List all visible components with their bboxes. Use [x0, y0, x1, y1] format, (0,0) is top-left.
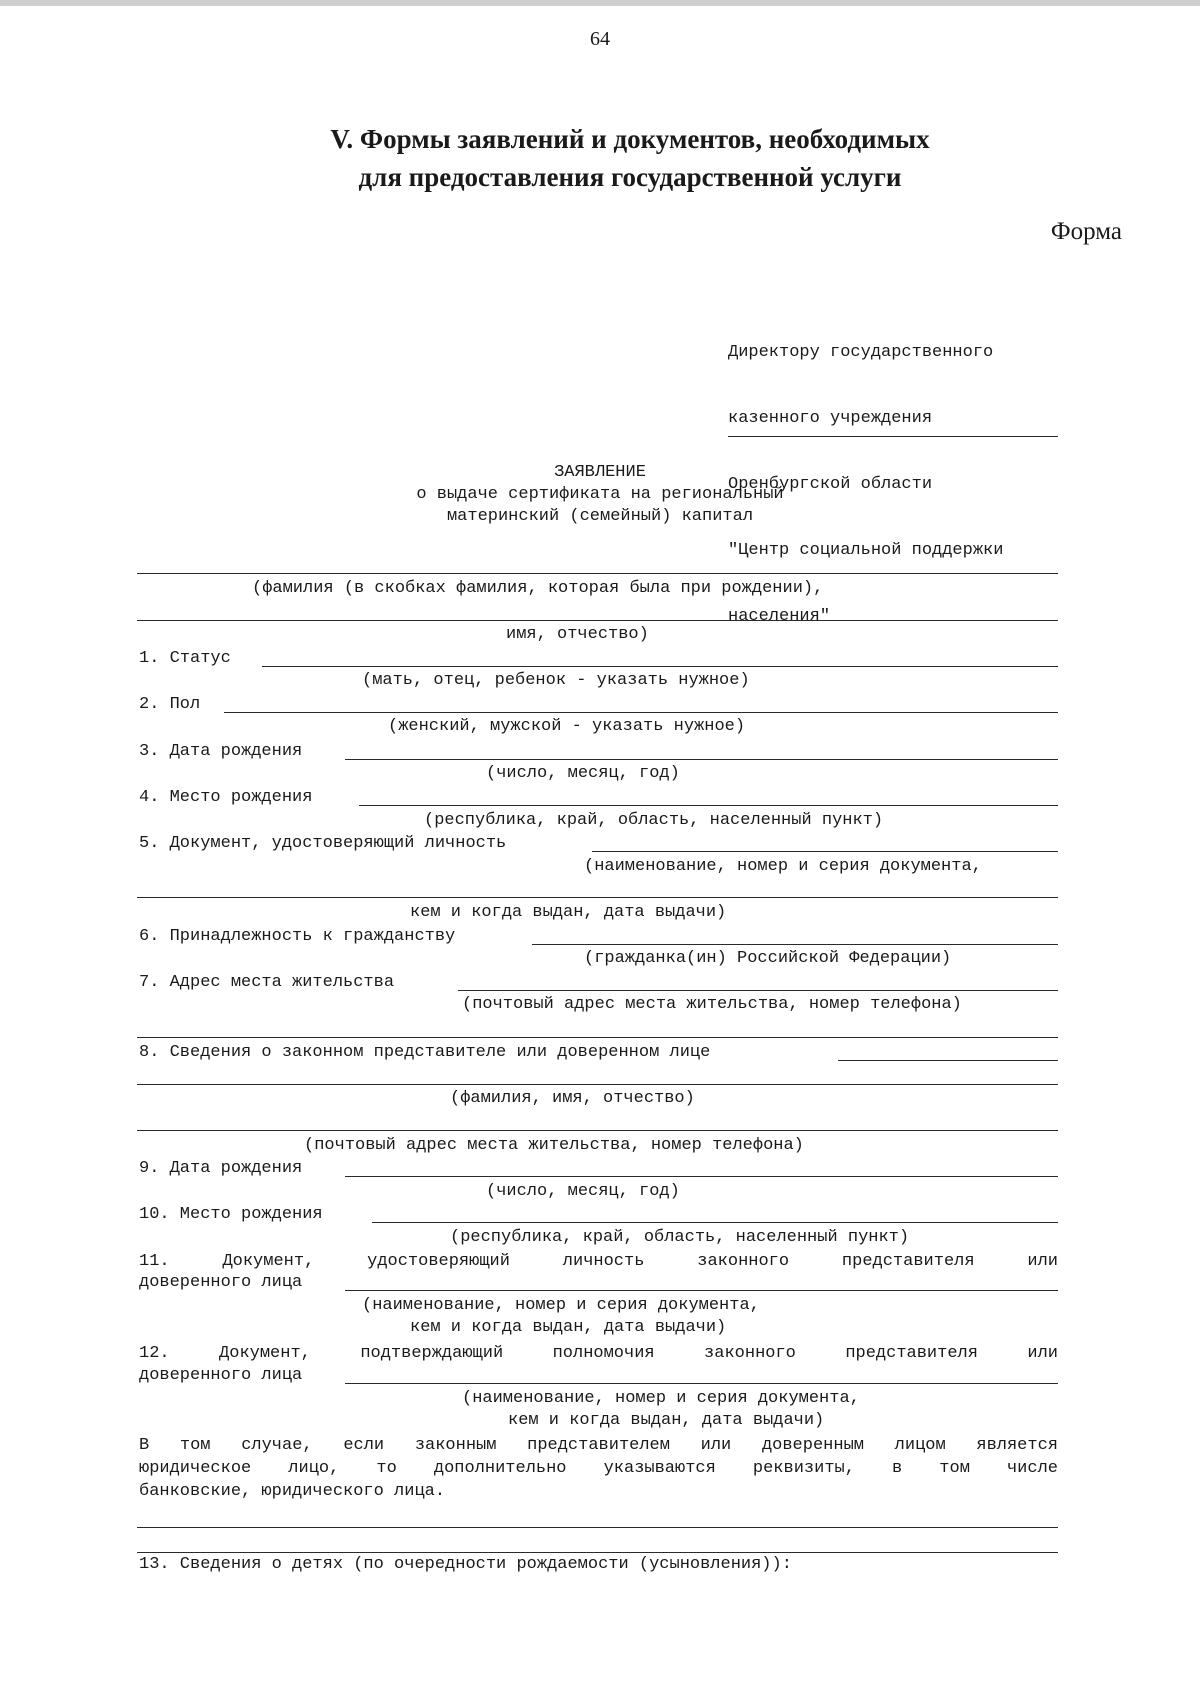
page-number: 64 [590, 28, 610, 50]
addressee-line-4: "Центр социальной поддержки [728, 541, 1004, 560]
sex-hint: (женский, мужской - указать нужное) [388, 717, 746, 736]
rep-id-document-hint-1: (наименование, номер и серия документа, [362, 1296, 760, 1315]
form-label: Форма [1050, 218, 1122, 245]
scan-top-edge [0, 0, 1200, 6]
address-label: 7. Адрес места жительства [139, 973, 395, 992]
id-document-field-line[interactable] [592, 851, 1058, 852]
application-subtitle-2: материнский (семейный) капитал [446, 507, 754, 526]
representative-name-line[interactable] [137, 1084, 1058, 1085]
rep-authority-hint-2: кем и когда выдан, дата выдачи) [508, 1411, 825, 1430]
citizenship-label: 6. Принадлежность к гражданству [139, 927, 456, 946]
rep-pob-hint: (республика, край, область, населенный пункт) [450, 1228, 910, 1247]
rep-dob-label: 9. Дата рождения [139, 1159, 303, 1178]
id-document-label: 5. Документ, удостоверяющий личность [139, 834, 507, 853]
representative-label: 8. Сведения о законном представителе или доверенном лице [139, 1043, 711, 1062]
sex-field-line[interactable] [224, 712, 1058, 713]
citizenship-hint: (гражданка(ин) Российской Федерации) [584, 949, 952, 968]
rep-id-document-label-2: доверенного лица [139, 1273, 303, 1292]
legal-entity-field-line-2[interactable] [137, 1552, 1058, 1553]
citizenship-field-line[interactable] [532, 944, 1058, 945]
pob-field-line[interactable] [359, 805, 1058, 806]
id-document-field-line-2[interactable] [137, 897, 1058, 898]
legal-entity-note-line-2: юридическое лицо, то дополнительно указываются реквизиты, в том числе [139, 1459, 1058, 1478]
address-field-line[interactable] [458, 990, 1058, 991]
dob-label: 3. Дата рождения [139, 742, 303, 761]
id-document-hint-1: (наименование, номер и серия документа, [584, 857, 982, 876]
pob-hint: (республика, край, область, населенный пункт) [424, 811, 884, 830]
application-title: ЗАЯВЛЕНИЕ [554, 463, 646, 482]
status-field-line[interactable] [262, 666, 1058, 667]
full-name-line-1[interactable] [137, 573, 1058, 574]
representative-field-line[interactable] [838, 1060, 1058, 1061]
id-document-hint-2: кем и когда выдан, дата выдачи) [410, 903, 727, 922]
addressee-line-1: Директору государственного [728, 343, 994, 362]
dob-field-line[interactable] [345, 759, 1058, 760]
name-hint-1: (фамилия (в скобках фамилия, которая была при рождении), [252, 579, 824, 598]
rep-id-document-field-line[interactable] [345, 1290, 1058, 1291]
application-subtitle-1: о выдаче сертификата на региональный [416, 485, 784, 504]
legal-entity-note-line-1: В том случае, если законным представителем или доверенным лицом является [139, 1436, 1058, 1455]
full-name-line-2[interactable] [137, 620, 1058, 621]
rep-dob-hint: (число, месяц, год) [486, 1182, 680, 1201]
heading-line-1: V. Формы заявлений и документов, необходимых [330, 124, 930, 154]
children-label: 13. Сведения о детях (по очередности рождаемости (усыновления)): [139, 1555, 792, 1574]
rep-authority-label: 12. Документ, подтверждающий полномочия законного представителя или [139, 1344, 1058, 1363]
rep-id-document-hint-2: кем и когда выдан, дата выдачи) [410, 1318, 727, 1337]
representative-address-line[interactable] [137, 1130, 1058, 1131]
addressee-line-2: казенного учреждения [728, 409, 933, 428]
rep-pob-field-line[interactable] [372, 1222, 1058, 1223]
address-hint: (почтовый адрес места жительства, номер телефона) [462, 995, 962, 1014]
status-label: 1. Статус [139, 649, 231, 668]
representative-hint-1: (фамилия, имя, отчество) [450, 1089, 695, 1108]
rep-authority-hint-1: (наименование, номер и серия документа, [462, 1389, 860, 1408]
rep-dob-field-line[interactable] [345, 1176, 1058, 1177]
section-heading [0, 120, 1200, 196]
addressee-line-3: Оренбургской области [728, 475, 933, 494]
rep-pob-label: 10. Место рождения [139, 1205, 323, 1224]
rep-authority-label-2: доверенного лица [139, 1366, 303, 1385]
sex-label: 2. Пол [139, 695, 201, 714]
status-hint: (мать, отец, ребенок - указать нужное) [362, 671, 750, 690]
legal-entity-note-line-3: банковские, юридического лица. [139, 1482, 446, 1501]
pob-label: 4. Место рождения [139, 788, 313, 807]
heading-line-2: для предоставления государственной услуги [358, 162, 902, 192]
addressee-name-line[interactable] [728, 436, 1058, 437]
legal-entity-field-line-1[interactable] [137, 1527, 1058, 1528]
address-field-line-2[interactable] [137, 1037, 1058, 1038]
addressee-line-5: населения" [728, 607, 831, 626]
rep-id-document-label: 11. Документ, удостоверяющий личность законного представителя или [139, 1252, 1058, 1271]
rep-authority-field-line[interactable] [345, 1383, 1058, 1384]
dob-hint: (число, месяц, год) [486, 764, 680, 783]
name-hint-2: имя, отчество) [506, 625, 649, 644]
representative-hint-2: (почтовый адрес места жительства, номер телефона) [304, 1136, 804, 1155]
